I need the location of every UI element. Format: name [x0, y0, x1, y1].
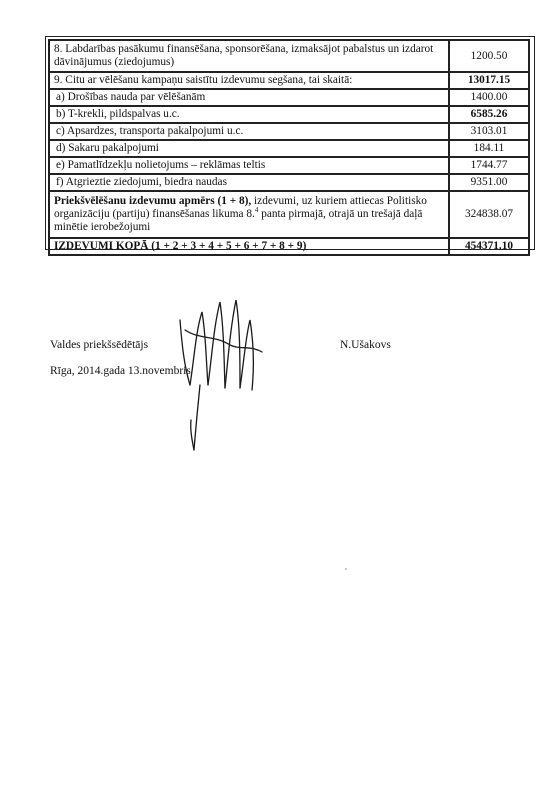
row-amount: 3103.01: [449, 123, 529, 140]
row-amount: 1200.50: [449, 40, 529, 72]
signatory-name: N.Ušakovs: [340, 339, 391, 351]
total-label: IZDEVUMI KOPĀ (1 + 2 + 3 + 4 + 5 + 6 + 7 + 8 + 9): [49, 238, 449, 255]
table-row-9: [49, 72, 529, 89]
total-amount: 454371.10: [449, 238, 529, 255]
row-label: 8. Labdarības pasākumu finansēšana, sponsorēšana, izmaksājot pabalstus un izdarot dāvinājumus (ziedojumus): [49, 40, 449, 72]
scan-speck: [345, 568, 347, 570]
table-row-pre-election: [49, 191, 529, 238]
row-amount: 1400.00: [449, 89, 529, 106]
table-row-9a: [49, 89, 529, 106]
table-row-9d: [49, 140, 529, 157]
table-row-9c: [49, 123, 529, 140]
row-amount: 6585.26: [449, 106, 529, 123]
pre-election-superscript: 4: [254, 206, 259, 215]
row-label: a) Drošības nauda par vēlēšanām: [49, 89, 449, 106]
row-label: c) Apsardzes, transporta pakalpojumi u.c.: [49, 123, 449, 140]
table-row-8: [49, 40, 529, 72]
table-row-total: [49, 238, 529, 255]
row-label: f) Atgrieztie ziedojumi, biedra naudas: [49, 174, 449, 191]
pre-election-label: [49, 191, 449, 238]
handwritten-signature: [170, 290, 270, 460]
table-row-9e: [49, 157, 529, 174]
pre-election-label-text-2: panta pirmajā, otrajā un trešajā daļā minētie ierobežojumi: [54, 208, 423, 233]
expenses-table: [48, 39, 530, 256]
row-label: b) T-krekli, pildspalvas u.c.: [49, 106, 449, 123]
table-row-9f: [49, 174, 529, 191]
row-amount: 184.11: [449, 140, 529, 157]
pre-election-label-text: izdevumi, uz kuriem attiecas Politisko organizāciju (partiju) finansēšanas likuma 8.: [54, 195, 427, 220]
signatory-role: Valdes priekšsēdētājs: [50, 339, 149, 351]
place-date: Rīga, 2014.gada 13.novembris: [50, 365, 191, 377]
pre-election-amount: 324838.07: [449, 191, 529, 238]
row-label: d) Sakaru pakalpojumi: [49, 140, 449, 157]
row-label: e) Pamatlīdzekļu nolietojums – reklāmas teltis: [49, 157, 449, 174]
row-amount: 9351.00: [449, 174, 529, 191]
pre-election-label-bold: Priekšvēlēšanu izdevumu apmērs (1 + 8),: [54, 195, 252, 207]
table-row-9b: [49, 106, 529, 123]
row-amount: 1744.77: [449, 157, 529, 174]
row-label: 9. Citu ar vēlēšanu kampaņu saistītu izdevumu segšana, tai skaitā:: [49, 72, 449, 89]
row-amount: 13017.15: [449, 72, 529, 89]
